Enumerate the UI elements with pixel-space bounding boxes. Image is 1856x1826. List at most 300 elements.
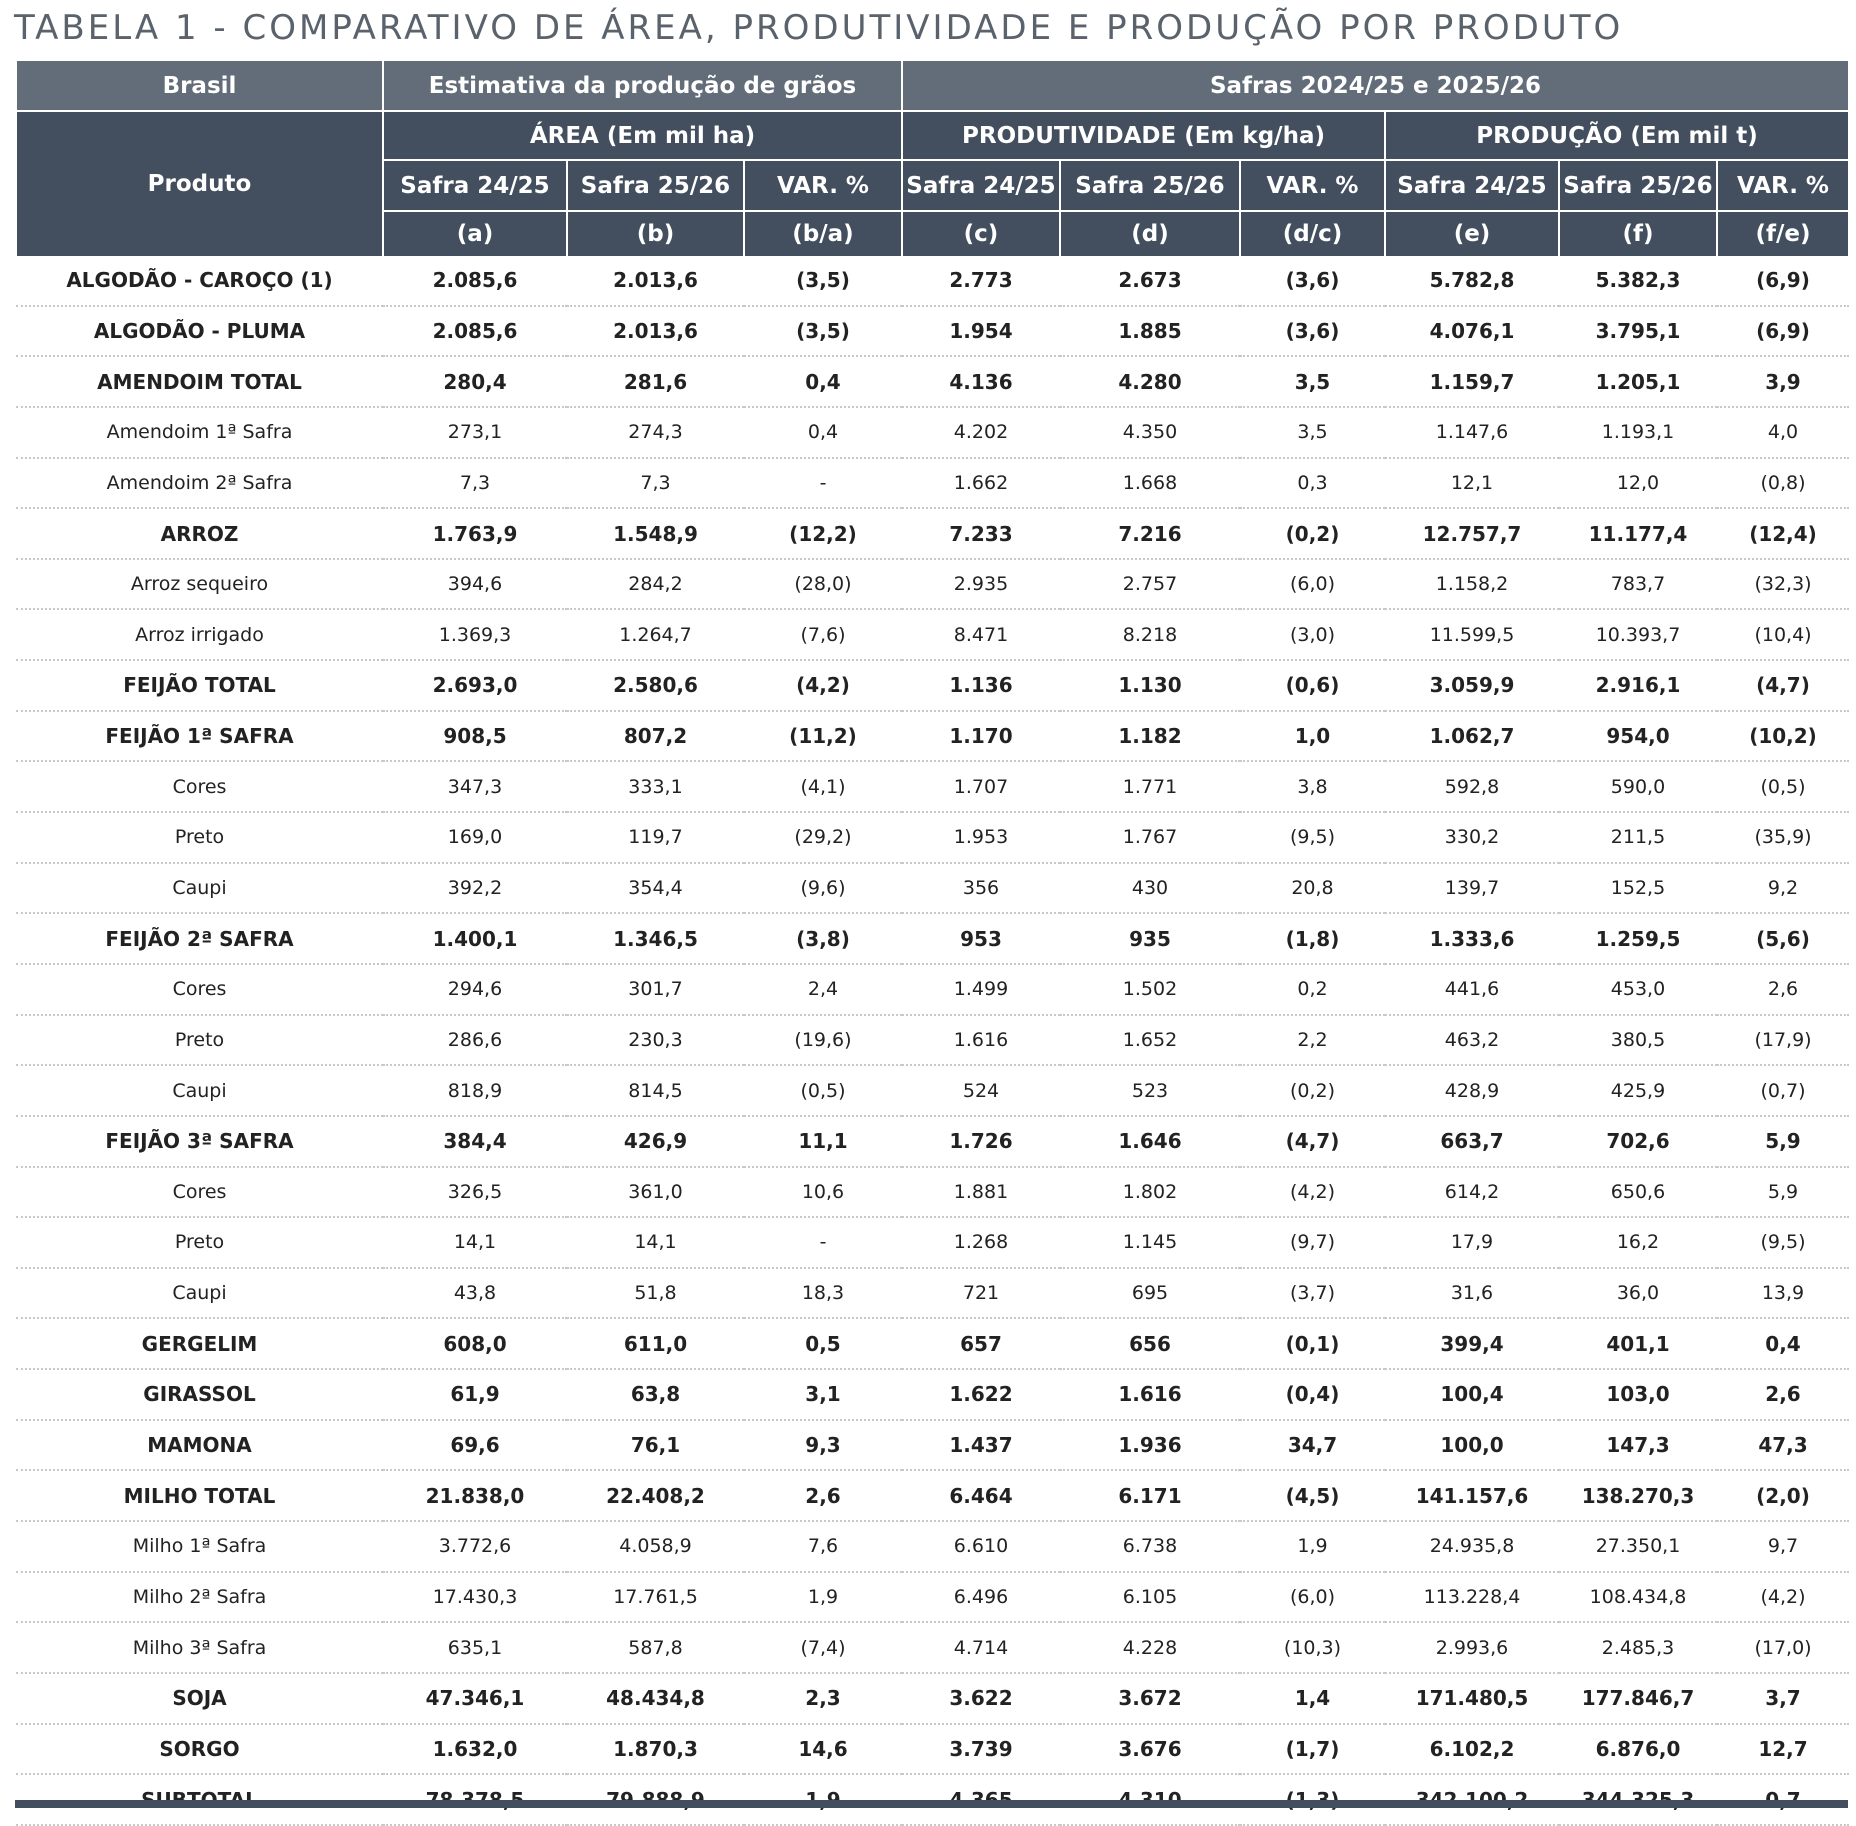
row-product: Amendoim 1ª Safra (16, 407, 383, 458)
cell-area-var: (7,4) (744, 1622, 902, 1673)
header-produtividade-var: VAR. % (1240, 160, 1385, 211)
header-estimativa: Estimativa da produção de grãos (383, 61, 902, 111)
cell-producao-var: (6,9) (1717, 306, 1849, 357)
cell-producao-2526: 1.259,5 (1559, 913, 1717, 964)
cell-area-var: (7,6) (744, 609, 902, 660)
cell-area-2526: 2.013,6 (567, 256, 744, 306)
cell-producao-var: 2,6 (1717, 964, 1849, 1015)
cell-area-2425: 818,9 (383, 1065, 567, 1116)
cell-area-2526: 2.013,6 (567, 306, 744, 357)
cell-producao-2526: 36,0 (1559, 1268, 1717, 1319)
cell-produtividade-2425: 1.437 (902, 1420, 1060, 1471)
cell-area-2526: 48.434,8 (567, 1673, 744, 1724)
cell-producao-2526: 5.382,3 (1559, 256, 1717, 306)
cell-produtividade-var: (1,8) (1240, 913, 1385, 964)
cell-producao-2526: 425,9 (1559, 1065, 1717, 1116)
cell-producao-var: 3,9 (1717, 356, 1849, 407)
header-produtividade-safra-2526: Safra 25/26 (1060, 160, 1240, 211)
cell-producao-2526: 954,0 (1559, 711, 1717, 762)
cell-producao-2425: 141.157,6 (1385, 1470, 1559, 1521)
row-product: GIRASSOL (16, 1369, 383, 1420)
table-row (16, 1420, 1849, 1471)
cell-producao-2526: 16,2 (1559, 1217, 1717, 1268)
row-product: GERGELIM (16, 1318, 383, 1369)
table-row (16, 1673, 1849, 1724)
cell-area-2425: 169,0 (383, 812, 567, 863)
cell-produtividade-2526: 6.171 (1060, 1470, 1240, 1521)
cell-producao-2425: 11.599,5 (1385, 609, 1559, 660)
cell-producao-var: 9,2 (1717, 863, 1849, 914)
row-product: Caupi (16, 863, 383, 914)
cell-area-2526: 7,3 (567, 458, 744, 509)
cell-produtividade-2526: 3.672 (1060, 1673, 1240, 1724)
cell-area-2526: 14,1 (567, 1217, 744, 1268)
cell-area-2526: 1.264,7 (567, 609, 744, 660)
cell-produtividade-var: 20,8 (1240, 863, 1385, 914)
cell-area-var: - (744, 458, 902, 509)
cell-area-2425: 1.400,1 (383, 913, 567, 964)
cell-area-2425: 326,5 (383, 1167, 567, 1218)
cell-produtividade-var: (0,4) (1240, 1369, 1385, 1420)
cell-produtividade-2425: 1.170 (902, 711, 1060, 762)
comparison-table (15, 61, 1850, 1826)
cell-area-2425: 294,6 (383, 964, 567, 1015)
row-product: ALGODÃO - PLUMA (16, 306, 383, 357)
cell-area-2526: 4.058,9 (567, 1521, 744, 1572)
cell-producao-2526: 177.846,7 (1559, 1673, 1717, 1724)
cell-produtividade-2526: 1.767 (1060, 812, 1240, 863)
cell-area-2526: 333,1 (567, 761, 744, 812)
cell-produtividade-2526: 1.182 (1060, 711, 1240, 762)
cell-producao-2526: 1.205,1 (1559, 356, 1717, 407)
cell-producao-2425: 663,7 (1385, 1116, 1559, 1167)
cell-produtividade-2425: 657 (902, 1318, 1060, 1369)
cell-producao-var: (10,2) (1717, 711, 1849, 762)
cell-area-var: (12,2) (744, 508, 902, 559)
cell-produtividade-2425: 2.773 (902, 256, 1060, 306)
cell-area-2526: 1.870,3 (567, 1724, 744, 1775)
cell-producao-2526: 783,7 (1559, 559, 1717, 610)
cell-area-2425: 61,9 (383, 1369, 567, 1420)
table-row (16, 1116, 1849, 1167)
cell-produtividade-2526: 4.280 (1060, 356, 1240, 407)
table-row (16, 458, 1849, 509)
cell-produtividade-2425: 6.610 (902, 1521, 1060, 1572)
header-produtividade: PRODUTIVIDADE (Em kg/ha) (902, 111, 1385, 160)
cell-produtividade-2526: 1.936 (1060, 1420, 1240, 1471)
cell-area-2526: 426,9 (567, 1116, 744, 1167)
cell-produtividade-2425: 524 (902, 1065, 1060, 1116)
cell-area-var: (3,5) (744, 306, 902, 357)
cell-area-2526: 274,3 (567, 407, 744, 458)
cell-area-2526: 1.346,5 (567, 913, 744, 964)
cell-produtividade-2526: 656 (1060, 1318, 1240, 1369)
row-product: MILHO TOTAL (16, 1470, 383, 1521)
row-product: Preto (16, 1015, 383, 1066)
cell-area-var: 0,4 (744, 356, 902, 407)
cell-area-2425: 2.085,6 (383, 256, 567, 306)
cell-produtividade-2526: 4.228 (1060, 1622, 1240, 1673)
table-row (16, 1369, 1849, 1420)
cell-area-2526: 76,1 (567, 1420, 744, 1471)
cell-producao-2526: 1.193,1 (1559, 407, 1717, 458)
cell-area-var: (28,0) (744, 559, 902, 610)
cell-area-2425: 17.430,3 (383, 1572, 567, 1623)
header-letter-c: (c) (902, 211, 1060, 256)
cell-produtividade-2425: 1.953 (902, 812, 1060, 863)
cell-area-var: (11,2) (744, 711, 902, 762)
cell-produtividade-var: (9,7) (1240, 1217, 1385, 1268)
cell-produtividade-var: (3,0) (1240, 609, 1385, 660)
header-letter-a: (a) (383, 211, 567, 256)
cell-produtividade-var: 1,9 (1240, 1521, 1385, 1572)
cell-area-var: 2,6 (744, 1470, 902, 1521)
cell-produtividade-var: 2,2 (1240, 1015, 1385, 1066)
cell-producao-var: (32,3) (1717, 559, 1849, 610)
cell-produtividade-2425: 1.707 (902, 761, 1060, 812)
table-row (16, 306, 1849, 357)
cell-producao-2425: 1.147,6 (1385, 407, 1559, 458)
cell-produtividade-2425: 4.136 (902, 356, 1060, 407)
cell-produtividade-2526: 935 (1060, 913, 1240, 964)
cell-producao-2425: 399,4 (1385, 1318, 1559, 1369)
row-product: Amendoim 2ª Safra (16, 458, 383, 509)
table-row (16, 1318, 1849, 1369)
cell-produtividade-2425: 1.136 (902, 660, 1060, 711)
cell-produtividade-var: (6,0) (1240, 559, 1385, 610)
cell-produtividade-var: (9,5) (1240, 812, 1385, 863)
cell-produtividade-2425: 1.616 (902, 1015, 1060, 1066)
table-row (16, 1724, 1849, 1775)
cell-produtividade-var: (0,2) (1240, 508, 1385, 559)
cell-area-2425: 394,6 (383, 559, 567, 610)
cell-produtividade-2425: 721 (902, 1268, 1060, 1319)
table-row (16, 1622, 1849, 1673)
cell-area-2526: 611,0 (567, 1318, 744, 1369)
cell-producao-2526: 103,0 (1559, 1369, 1717, 1420)
cell-producao-2425: 592,8 (1385, 761, 1559, 812)
cell-area-2425: 7,3 (383, 458, 567, 509)
cell-area-2526: 63,8 (567, 1369, 744, 1420)
cell-produtividade-var: (0,1) (1240, 1318, 1385, 1369)
cell-producao-var: (17,9) (1717, 1015, 1849, 1066)
cell-producao-var: (6,9) (1717, 256, 1849, 306)
cell-producao-2425: 2.993,6 (1385, 1622, 1559, 1673)
cell-area-2425: 384,4 (383, 1116, 567, 1167)
table-row (16, 1268, 1849, 1319)
cell-produtividade-2425: 1.662 (902, 458, 1060, 509)
cell-producao-2425: 1.159,7 (1385, 356, 1559, 407)
cell-produtividade-2526: 695 (1060, 1268, 1240, 1319)
cell-area-var: 18,3 (744, 1268, 902, 1319)
cell-producao-2526: 211,5 (1559, 812, 1717, 863)
cell-producao-2526: 453,0 (1559, 964, 1717, 1015)
table-row (16, 711, 1849, 762)
cell-producao-2526: 380,5 (1559, 1015, 1717, 1066)
cell-produtividade-2425: 2.935 (902, 559, 1060, 610)
row-product: MAMONA (16, 1420, 383, 1471)
cell-producao-2425: 100,4 (1385, 1369, 1559, 1420)
cell-produtividade-2526: 430 (1060, 863, 1240, 914)
cell-produtividade-var: (0,6) (1240, 660, 1385, 711)
cell-area-2526: 230,3 (567, 1015, 744, 1066)
row-product: SOJA (16, 1673, 383, 1724)
cell-produtividade-2526: 2.673 (1060, 256, 1240, 306)
cell-area-var: (3,5) (744, 256, 902, 306)
row-product: Cores (16, 761, 383, 812)
cell-produtividade-var: 1,4 (1240, 1673, 1385, 1724)
cell-area-2526: 814,5 (567, 1065, 744, 1116)
cell-area-2425: 392,2 (383, 863, 567, 914)
row-product: ARROZ (16, 508, 383, 559)
cell-produtividade-2526: 1.668 (1060, 458, 1240, 509)
header-letter-fe: (f/e) (1717, 211, 1849, 256)
cell-produtividade-2526: 6.105 (1060, 1572, 1240, 1623)
cell-producao-2425: 3.059,9 (1385, 660, 1559, 711)
cell-produtividade-var: 34,7 (1240, 1420, 1385, 1471)
cell-produtividade-2425: 356 (902, 863, 1060, 914)
cell-producao-2526: 152,5 (1559, 863, 1717, 914)
cell-produtividade-2526: 7.216 (1060, 508, 1240, 559)
cell-area-2526: 301,7 (567, 964, 744, 1015)
cell-area-2425: 286,6 (383, 1015, 567, 1066)
cell-produtividade-2425: 3.622 (902, 1673, 1060, 1724)
cell-producao-2526: 12,0 (1559, 458, 1717, 509)
cell-producao-var: (2,0) (1717, 1470, 1849, 1521)
cell-producao-2425: 113.228,4 (1385, 1572, 1559, 1623)
cell-producao-var: 12,7 (1717, 1724, 1849, 1775)
table-title: TABELA 1 - COMPARATIVO DE ÁREA, PRODUTIVIDADE E PRODUÇÃO POR PRODUTO (14, 8, 1624, 48)
cell-producao-2425: 1.333,6 (1385, 913, 1559, 964)
table-row (16, 1521, 1849, 1572)
cell-producao-2425: 24.935,8 (1385, 1521, 1559, 1572)
cell-produtividade-2526: 1.802 (1060, 1167, 1240, 1218)
cell-area-2425: 2.693,0 (383, 660, 567, 711)
cell-producao-var: (10,4) (1717, 609, 1849, 660)
cell-produtividade-var: 3,8 (1240, 761, 1385, 812)
header-produto: Produto (16, 111, 383, 256)
header-letter-dc: (d/c) (1240, 211, 1385, 256)
cell-produtividade-2526: 1.646 (1060, 1116, 1240, 1167)
table-body (16, 256, 1849, 1825)
cell-producao-var: (0,7) (1717, 1065, 1849, 1116)
cell-producao-2526: 6.876,0 (1559, 1724, 1717, 1775)
cell-producao-2526: 108.434,8 (1559, 1572, 1717, 1623)
cell-producao-var: (5,6) (1717, 913, 1849, 964)
cell-producao-var: 2,6 (1717, 1369, 1849, 1420)
cell-producao-2425: 12,1 (1385, 458, 1559, 509)
cell-producao-2425: 463,2 (1385, 1015, 1559, 1066)
header-letter-b: (b) (567, 211, 744, 256)
cell-produtividade-2425: 1.622 (902, 1369, 1060, 1420)
row-product: Preto (16, 812, 383, 863)
row-product: FEIJÃO 2ª SAFRA (16, 913, 383, 964)
cell-producao-var: 3,7 (1717, 1673, 1849, 1724)
row-product: Cores (16, 1167, 383, 1218)
header-safras: Safras 2024/25 e 2025/26 (902, 61, 1849, 111)
row-product: Cores (16, 964, 383, 1015)
cell-produtividade-2526: 1.885 (1060, 306, 1240, 357)
row-product: SORGO (16, 1724, 383, 1775)
header-area-safra-2425: Safra 24/25 (383, 160, 567, 211)
cell-produtividade-2425: 4.714 (902, 1622, 1060, 1673)
cell-area-2526: 281,6 (567, 356, 744, 407)
cell-producao-2425: 441,6 (1385, 964, 1559, 1015)
row-product: Milho 1ª Safra (16, 1521, 383, 1572)
cell-producao-2425: 1.062,7 (1385, 711, 1559, 762)
cell-produtividade-var: (6,0) (1240, 1572, 1385, 1623)
row-product: AMENDOIM TOTAL (16, 356, 383, 407)
cell-area-2526: 51,8 (567, 1268, 744, 1319)
header-area-safra-2526: Safra 25/26 (567, 160, 744, 211)
cell-produtividade-var: 1,0 (1240, 711, 1385, 762)
cell-area-var: (0,5) (744, 1065, 902, 1116)
cell-area-2425: 21.838,0 (383, 1470, 567, 1521)
header-producao-var: VAR. % (1717, 160, 1849, 211)
cell-producao-2526: 2.916,1 (1559, 660, 1717, 711)
cell-produtividade-2425: 8.471 (902, 609, 1060, 660)
cell-producao-var: (4,7) (1717, 660, 1849, 711)
cell-produtividade-var: 0,3 (1240, 458, 1385, 509)
cell-area-2526: 1.548,9 (567, 508, 744, 559)
cell-area-2425: 908,5 (383, 711, 567, 762)
cell-producao-2526: 2.485,3 (1559, 1622, 1717, 1673)
cell-area-2425: 14,1 (383, 1217, 567, 1268)
cell-produtividade-var: (3,6) (1240, 256, 1385, 306)
cell-produtividade-2425: 6.464 (902, 1470, 1060, 1521)
table-row (16, 1217, 1849, 1268)
header-area: ÁREA (Em mil ha) (383, 111, 902, 160)
table-row (16, 1015, 1849, 1066)
table-row (16, 660, 1849, 711)
table-row (16, 508, 1849, 559)
cell-produtividade-2425: 1.954 (902, 306, 1060, 357)
cell-producao-var: (0,5) (1717, 761, 1849, 812)
header-produtividade-safra-2425: Safra 24/25 (902, 160, 1060, 211)
cell-producao-2526: 3.795,1 (1559, 306, 1717, 357)
cell-area-2526: 354,4 (567, 863, 744, 914)
cell-produtividade-var: (4,7) (1240, 1116, 1385, 1167)
cell-produtividade-2526: 6.738 (1060, 1521, 1240, 1572)
cell-produtividade-2425: 6.496 (902, 1572, 1060, 1623)
cell-producao-2526: 147,3 (1559, 1420, 1717, 1471)
cell-producao-var: 5,9 (1717, 1167, 1849, 1218)
cell-producao-2526: 702,6 (1559, 1116, 1717, 1167)
cell-area-2526: 119,7 (567, 812, 744, 863)
cell-area-2425: 1.369,3 (383, 609, 567, 660)
cell-produtividade-2526: 1.130 (1060, 660, 1240, 711)
cell-area-var: 2,3 (744, 1673, 902, 1724)
cell-area-var: (9,6) (744, 863, 902, 914)
cell-producao-var: 5,9 (1717, 1116, 1849, 1167)
cell-producao-2526: 10.393,7 (1559, 609, 1717, 660)
cell-area-var: (4,1) (744, 761, 902, 812)
cell-area-2526: 284,2 (567, 559, 744, 610)
cell-produtividade-var: (3,6) (1240, 306, 1385, 357)
cell-produtividade-var: (0,2) (1240, 1065, 1385, 1116)
cell-area-var: (3,8) (744, 913, 902, 964)
table-row (16, 1470, 1849, 1521)
cell-area-var: (29,2) (744, 812, 902, 863)
table-row (16, 559, 1849, 610)
cell-producao-2425: 17,9 (1385, 1217, 1559, 1268)
row-product: Caupi (16, 1268, 383, 1319)
cell-area-var: 9,3 (744, 1420, 902, 1471)
cell-producao-2526: 11.177,4 (1559, 508, 1717, 559)
cell-producao-2526: 401,1 (1559, 1318, 1717, 1369)
table-bottom-bar (15, 1800, 1848, 1808)
cell-producao-var: (12,4) (1717, 508, 1849, 559)
cell-area-var: 1,9 (744, 1572, 902, 1623)
table-row (16, 964, 1849, 1015)
cell-produtividade-var: (3,7) (1240, 1268, 1385, 1319)
cell-produtividade-2526: 8.218 (1060, 609, 1240, 660)
cell-produtividade-var: 3,5 (1240, 407, 1385, 458)
cell-producao-2425: 6.102,2 (1385, 1724, 1559, 1775)
cell-producao-2526: 138.270,3 (1559, 1470, 1717, 1521)
header-brasil: Brasil (16, 61, 383, 111)
cell-produtividade-var: 0,2 (1240, 964, 1385, 1015)
row-product: Preto (16, 1217, 383, 1268)
cell-producao-var: (17,0) (1717, 1622, 1849, 1673)
cell-producao-2425: 12.757,7 (1385, 508, 1559, 559)
row-product: Arroz sequeiro (16, 559, 383, 610)
header-letter-e: (e) (1385, 211, 1559, 256)
cell-area-2526: 22.408,2 (567, 1470, 744, 1521)
cell-produtividade-2526: 1.652 (1060, 1015, 1240, 1066)
cell-producao-2425: 614,2 (1385, 1167, 1559, 1218)
header-producao-safra-2425: Safra 24/25 (1385, 160, 1559, 211)
cell-area-var: 14,6 (744, 1724, 902, 1775)
cell-produtividade-2526: 1.616 (1060, 1369, 1240, 1420)
cell-producao-var: (9,5) (1717, 1217, 1849, 1268)
cell-producao-2425: 428,9 (1385, 1065, 1559, 1116)
table-row (16, 863, 1849, 914)
cell-produtividade-var: (10,3) (1240, 1622, 1385, 1673)
cell-area-2526: 2.580,6 (567, 660, 744, 711)
cell-producao-2425: 31,6 (1385, 1268, 1559, 1319)
cell-area-var: 0,4 (744, 407, 902, 458)
cell-produtividade-2526: 3.676 (1060, 1724, 1240, 1775)
table-row (16, 256, 1849, 306)
cell-produtividade-2425: 1.499 (902, 964, 1060, 1015)
cell-area-var: 7,6 (744, 1521, 902, 1572)
header-area-var: VAR. % (744, 160, 902, 211)
cell-area-2425: 347,3 (383, 761, 567, 812)
table-row (16, 1572, 1849, 1623)
cell-area-2526: 17.761,5 (567, 1572, 744, 1623)
cell-area-var: (4,2) (744, 660, 902, 711)
cell-producao-var: (4,2) (1717, 1572, 1849, 1623)
cell-producao-2425: 139,7 (1385, 863, 1559, 914)
cell-producao-2425: 330,2 (1385, 812, 1559, 863)
row-product: FEIJÃO 1ª SAFRA (16, 711, 383, 762)
cell-producao-2425: 1.158,2 (1385, 559, 1559, 610)
cell-producao-2425: 100,0 (1385, 1420, 1559, 1471)
cell-producao-var: 13,9 (1717, 1268, 1849, 1319)
header-letter-ba: (b/a) (744, 211, 902, 256)
table-row (16, 913, 1849, 964)
cell-producao-var: 47,3 (1717, 1420, 1849, 1471)
table-row (16, 761, 1849, 812)
table-row (16, 1065, 1849, 1116)
row-product: ALGODÃO - CAROÇO (1) (16, 256, 383, 306)
cell-area-2526: 807,2 (567, 711, 744, 762)
cell-producao-var: 4,0 (1717, 407, 1849, 458)
cell-area-var: 3,1 (744, 1369, 902, 1420)
cell-producao-var: 9,7 (1717, 1521, 1849, 1572)
cell-producao-var: 0,4 (1717, 1318, 1849, 1369)
